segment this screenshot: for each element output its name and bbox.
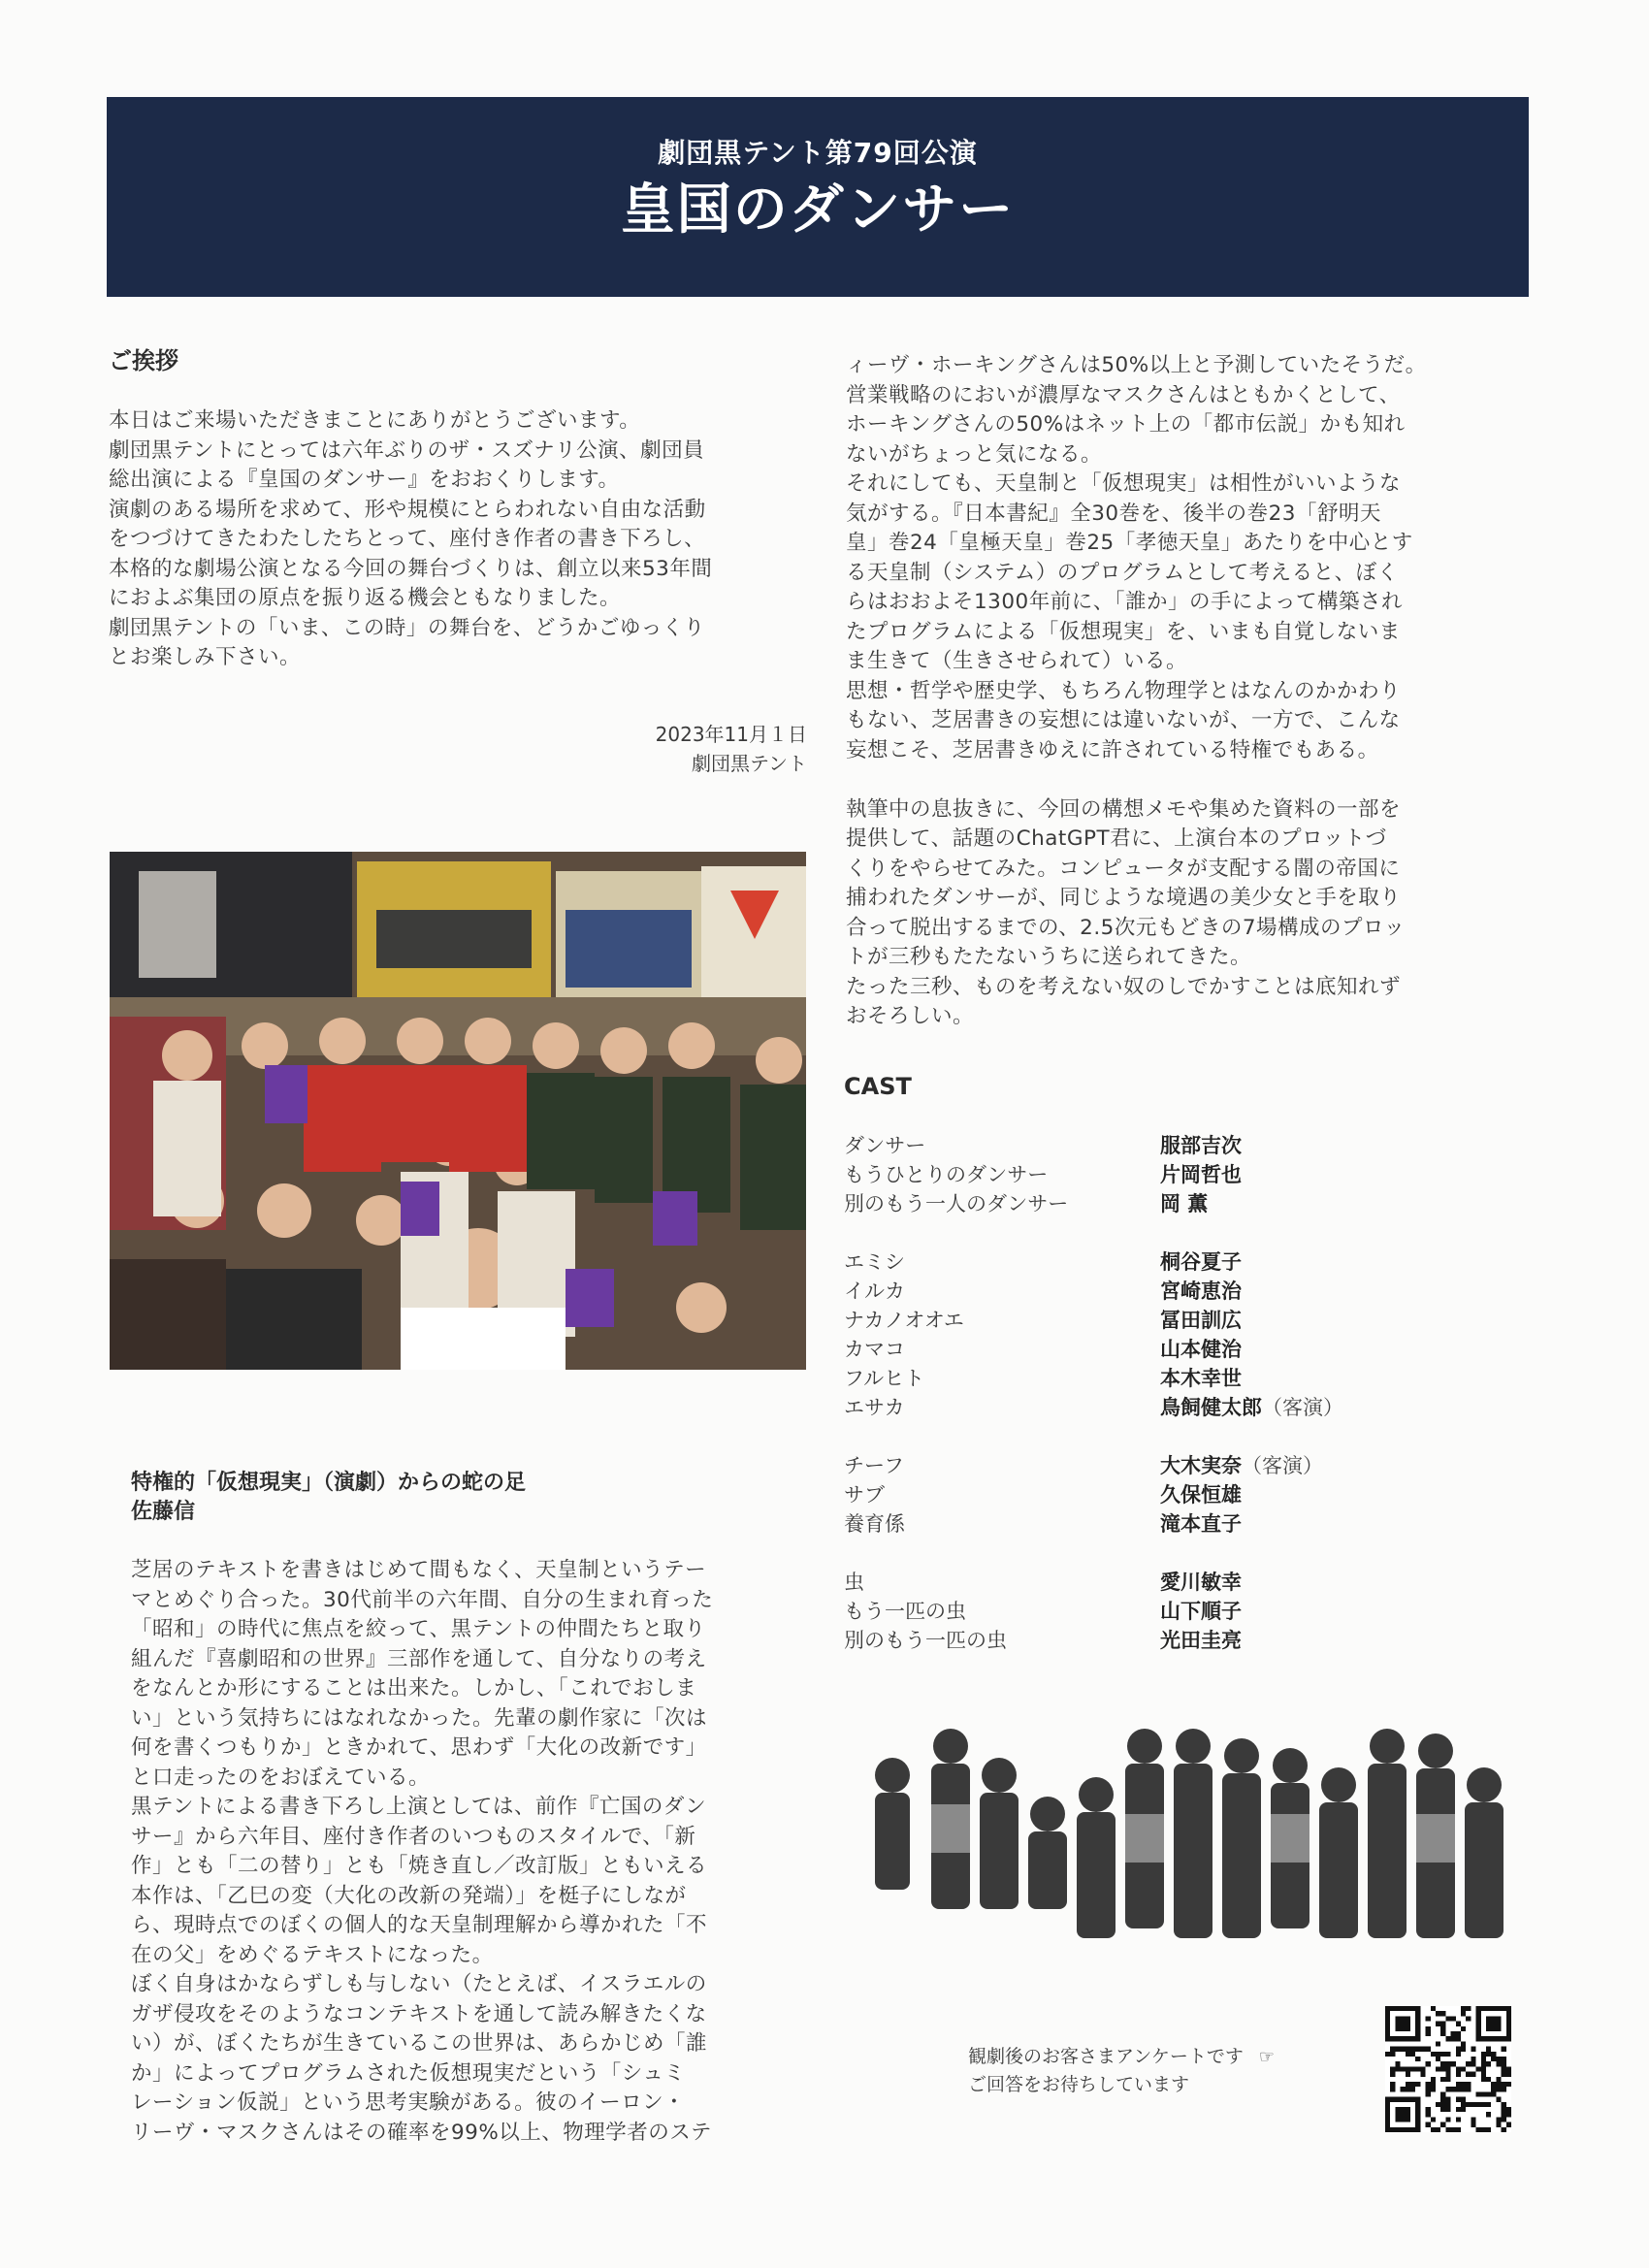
- greeting-signature: [109, 720, 807, 778]
- essay-continued: ィーヴ・ホーキングさんは50%以上と予測していたそうだ。 営業戦略のにおいが濃厚なマスクさんはともかくとして、 ホーキングさんの50%はネット上の「都市伝説」かも知れ ないがちょっと気になる。 それにしても、天皇制と「仮想現実」は相性がいいような 気がする。『日本書紀』全30巻を、後半の巻23「舒明天 皇」巻24「皇極天皇」巻25「孝徳天皇」あたりを中心とす る天皇制（システム）のプログラムとして考えると、ぼく らはおおよそ1300年前に、「誰か」の手によって構築され たプログラムによる「仮想現実」を、いまも自覚しないま ま生きて（生きさせられて）いる。 思想・哲学や歴史学、もちろん物理学とはなんのかかわり もない、芝居書きの妄想には違いないが、一方で、こんな 妄想こそ、芝居書きゆえに許されている特権でもある。 執筆中の息抜きに、今回の構想メモや集めた資料の一部を 提供して、話題のChatGPT君に、上演台本のプロットづ くりをやらせてみた。コンピュータが支配する闇の帝国に 捕われたダンサーが、同じような境遇の美少女と手を取り 合って脱出するまでの、2.5次元もどきの7場構成のプロッ トが三秒もたたないうちに送られてきた。 たった三秒、ものを考えない奴のしでかすことは底知れず おそろしい。: [846, 353, 1427, 1028]
- cast-role: エミシ: [844, 1250, 905, 1274]
- greeting-heading: ご挨拶: [109, 347, 178, 374]
- cast-role: ナカノオオエ: [844, 1309, 964, 1332]
- cast-name: 本木幸世: [1160, 1367, 1242, 1390]
- survey-line-2: ご回答をお待ちしています: [968, 2074, 1190, 2095]
- play-title: 皇国のダンサー: [620, 178, 1016, 242]
- greeting-section: [109, 341, 809, 673]
- cast-role: 養育係: [844, 1512, 905, 1536]
- survey-note: [968, 2043, 1275, 2098]
- cast-row: [844, 1393, 1343, 1422]
- rehearsal-group-photo: [110, 852, 806, 1370]
- cast-row: [844, 1364, 1242, 1393]
- cast-row: [844, 1509, 1242, 1539]
- cast-row: [844, 1480, 1242, 1509]
- performance-subtitle: 劇団黒テント第79回公演: [658, 137, 978, 169]
- essay-title: 特権的「仮想現実」（演劇）からの蛇の足: [131, 1471, 527, 1495]
- greeting-date: 2023年11月１日: [655, 723, 807, 746]
- cast-heading: CAST: [844, 1073, 912, 1100]
- cast-name: 光田圭亮: [1160, 1629, 1242, 1652]
- essay-author: 佐藤信: [131, 1500, 196, 1524]
- cast-note: （客演）: [1242, 1454, 1323, 1477]
- cast-row: [844, 1277, 1242, 1306]
- cast-name: 桐谷夏子: [1160, 1250, 1242, 1274]
- cast-row: [844, 1568, 1242, 1597]
- cast-role: ダンサー: [844, 1134, 926, 1157]
- cast-row: [844, 1189, 1208, 1218]
- essay-body: 芝居のテキストを書きはじめて間もなく、天皇制というテー マとめぐり合った。30代前半の六年間、自分の生まれ育った 「昭和」の時代に焦点を絞って、黒テントの仲間たちと取り 組んだ『喜劇昭和の世界』三部作を通して、自分なりの考え をなんとか形にすることは出来た。しかし、「これでおしま い」という気持ちにはなれなかった。先輩の劇作家に「次は 何を書くつもりか」ときかれて、思わず「大化の改新です」 と口走ったのをおぼえている。 黒テントによる書き下ろし上演としては、前作『亡国のダン サー』から六年目、座付き作者のいつものスタイルで、「新 作」とも「二の替り」とも「焼き直し／改訂版」ともいえる 本作は、「乙巳の変（大化の改新の発端）」を梃子にしなが ら、現時点でのぼくの個人的な天皇制理解から導かれた「不 在の父」をめぐるテキストになった。 ぼく自身はかならずしも与しない（たとえば、イスラエルの ガザ侵攻をそのようなコンテキストを通して読み解きたくな い）が、ぼくたちが生きているこの世界は、あらかじめ「誰 か」によってプログラムされた仮想現実だという「シュミ レーション仮説」という思考実験がある。彼のイーロン・ リーヴ・マスクさんはその確率を99%以上、物理学者のステ: [131, 1558, 714, 2145]
- cast-name: 片岡哲也: [1160, 1163, 1242, 1186]
- cast-role: イルカ: [844, 1280, 905, 1303]
- cast-name: 山本健治: [1160, 1338, 1242, 1361]
- cast-role: 別のもう一人のダンサー: [844, 1192, 1069, 1215]
- cast-name: 山下順子: [1160, 1600, 1242, 1623]
- cast-role: もう一匹の虫: [844, 1600, 966, 1623]
- cast-role: エサカ: [844, 1396, 905, 1419]
- cast-note: （客演）: [1262, 1396, 1343, 1419]
- cast-name: 滝本直子: [1160, 1512, 1242, 1536]
- survey-qr-code[interactable]: [1385, 2006, 1511, 2132]
- cast-role: もうひとりのダンサー: [844, 1163, 1049, 1186]
- cast-row: [844, 1626, 1242, 1655]
- cast-name: 岡 薫: [1160, 1192, 1209, 1215]
- cast-role: サブ: [844, 1483, 885, 1507]
- greeting-body: 本日はご来場いただきまことにありがとうございます。 劇団黒テントにとっては六年ぶりのザ・スズナリ公演、劇団員 総出演による『皇国のダンサー』をおおくりします。 演劇のある場所を求めて、形や規模にとらわれない自由な活動 をつづけてきたわたしたちとって、座付き作者の書き下ろし、 本格的な劇場公演となる今回の舞台づくりは、創立以来53年間 におよぶ集団の原点を振り返る機会ともなりました。 劇団黒テントの「いま、この時」の舞台を、どうかごゆっくり とお楽しみ下さい。: [109, 408, 713, 669]
- cast-row: [844, 1451, 1323, 1480]
- cast-name: 宮崎恵治: [1160, 1280, 1242, 1303]
- cast-row: [844, 1597, 1242, 1626]
- cast-row: [844, 1335, 1242, 1364]
- cast-name: 久保恒雄: [1160, 1483, 1242, 1507]
- cast-name: 大木実奈: [1160, 1454, 1242, 1477]
- cast-role: 別のもう一匹の虫: [844, 1629, 1007, 1652]
- cast-row: [844, 1131, 1242, 1160]
- cast-role: カマコ: [844, 1338, 905, 1361]
- cast-name: 愛川敏幸: [1160, 1571, 1242, 1594]
- cast-role: チーフ: [844, 1454, 904, 1477]
- cast-role: 虫: [844, 1571, 864, 1594]
- cast-group-photo: [854, 1707, 1513, 1950]
- greeting-signer: 劇団黒テント: [692, 752, 807, 775]
- pointing-hand-icon: ☞: [1258, 2047, 1276, 2067]
- cast-name: 冨田訓広: [1160, 1309, 1242, 1332]
- cast-row: [844, 1247, 1242, 1277]
- cast-name: 鳥飼健太郎: [1160, 1396, 1262, 1419]
- cast-row: [844, 1160, 1242, 1189]
- survey-line-1: 観劇後のお客さまアンケートです: [968, 2046, 1244, 2067]
- title-banner: [107, 97, 1529, 297]
- cast-name: 服部吉次: [1160, 1134, 1242, 1157]
- cast-row: [844, 1306, 1242, 1335]
- cast-role: フルヒト: [844, 1367, 925, 1390]
